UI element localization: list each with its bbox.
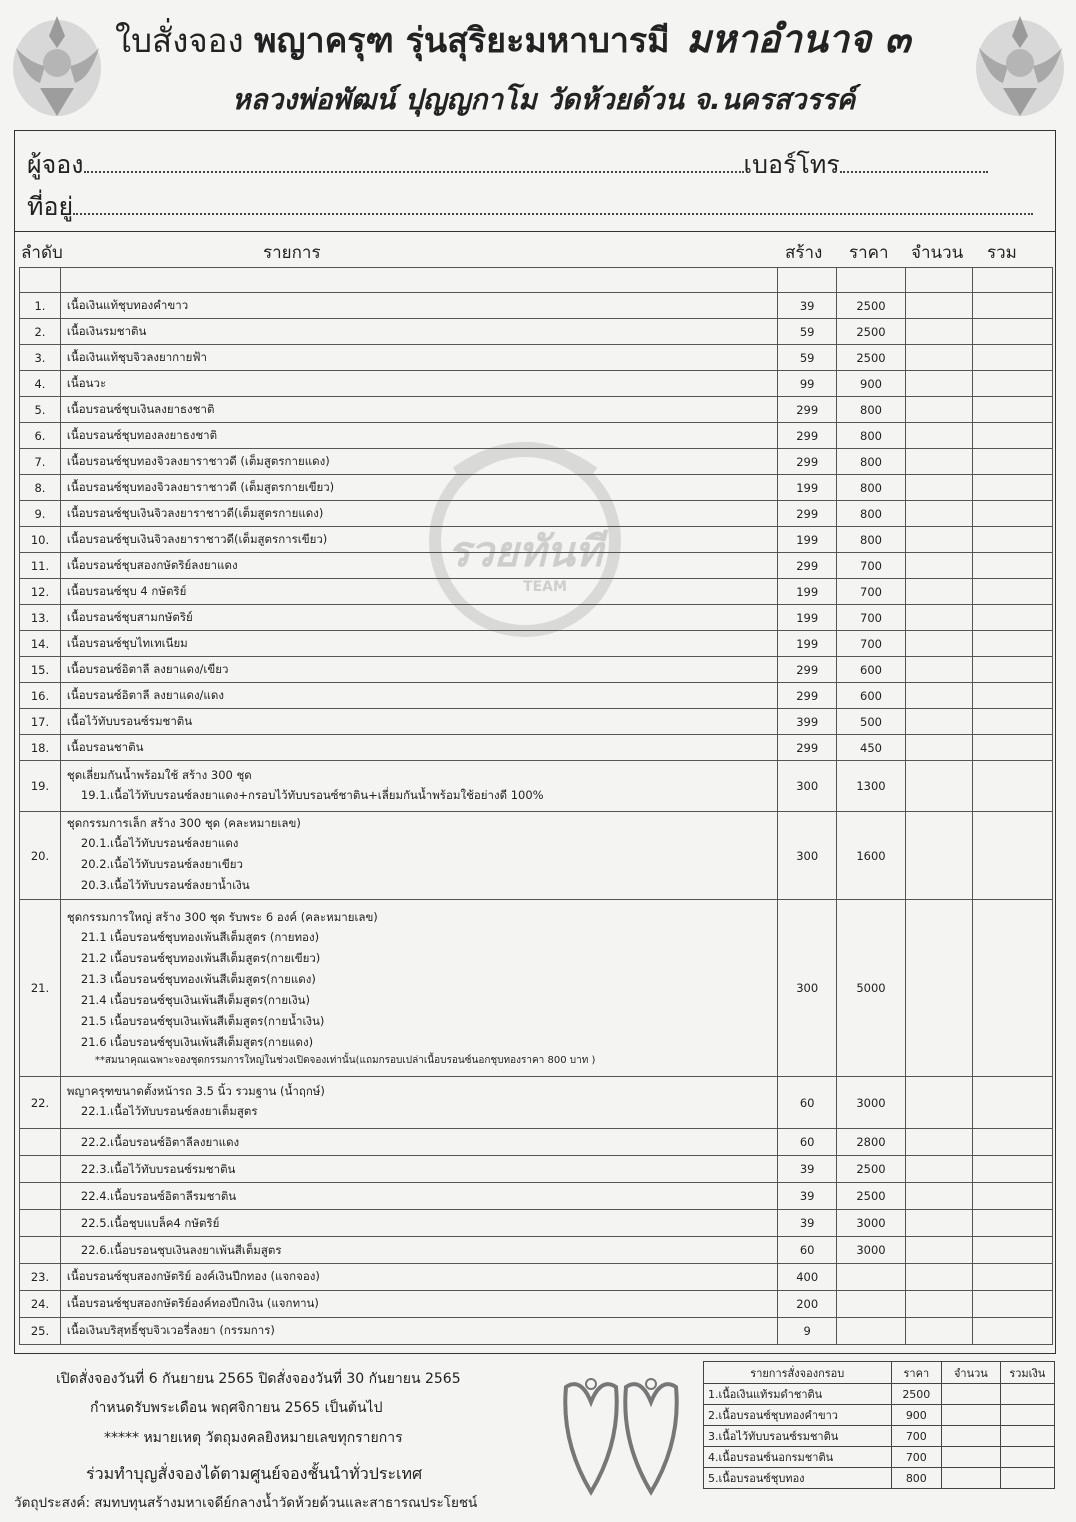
row-description: เนื้อไว้ทับบรอนซ์รมชาติน xyxy=(60,709,777,735)
qty-cell[interactable] xyxy=(905,709,973,735)
row-price xyxy=(837,1291,906,1318)
qty-cell[interactable] xyxy=(905,1129,973,1156)
qty-cell[interactable] xyxy=(905,397,973,423)
total-cell[interactable] xyxy=(973,1318,1053,1345)
sub-item: 21.1 เนื้อบรอนซ์ชุบทองเพ้นสีเต็มสูตร (กายทอง) xyxy=(80,929,320,944)
row-number: 25. xyxy=(20,1318,61,1345)
row-price: 600 xyxy=(837,683,906,709)
qty-cell[interactable] xyxy=(905,1237,973,1264)
row-number: 12. xyxy=(20,579,61,605)
row-number xyxy=(20,1183,61,1210)
row-build-count: 60 xyxy=(778,1129,837,1156)
row-build-count: 39 xyxy=(778,1156,837,1183)
qty-cell[interactable] xyxy=(905,1156,973,1183)
table-row xyxy=(20,449,1053,475)
row-description: เนื้อเงินรมชาติน xyxy=(60,319,777,345)
row-price: 3000 xyxy=(837,1077,906,1129)
frames-price: 2500 xyxy=(891,1384,942,1405)
row-price: 1300 xyxy=(837,761,906,812)
row-price: 600 xyxy=(837,657,906,683)
table-row xyxy=(20,501,1053,527)
row-description xyxy=(60,812,777,900)
total-cell[interactable] xyxy=(973,812,1053,900)
qty-cell[interactable] xyxy=(905,1183,973,1210)
title-main: พญาครุฑ รุ่นสุริยะมหาบารมี xyxy=(254,21,670,61)
total-cell[interactable] xyxy=(973,319,1053,345)
row-price: 2500 xyxy=(837,345,906,371)
total-cell[interactable] xyxy=(973,683,1053,709)
table-row xyxy=(20,631,1053,657)
booker-row xyxy=(27,145,988,185)
sub-item: 22.4.เนื้อบรอนซ์อิตาลีรมชาติน xyxy=(80,1188,237,1203)
row-build-count: 300 xyxy=(778,761,837,812)
row-number: 11. xyxy=(20,553,61,579)
frames-price: 700 xyxy=(891,1426,942,1447)
total-cell[interactable] xyxy=(973,657,1053,683)
row-description: เนื้อบรอนซ์ชุบสองกษัตริย์องค์ทองปีกเงิน (แจกทาน) xyxy=(60,1291,777,1318)
table-row xyxy=(20,1077,1053,1129)
row-price: 700 xyxy=(837,605,906,631)
frames-qty-cell[interactable] xyxy=(942,1384,1001,1405)
order-form xyxy=(14,130,1056,1354)
group-title: ชุดกรรมการเล็ก สร้าง 300 ชุด (คละหมายเลข) xyxy=(66,816,301,830)
row-price: 800 xyxy=(837,501,906,527)
frames-price: 700 xyxy=(891,1447,942,1468)
frames-row xyxy=(704,1426,1055,1447)
frames-total-cell[interactable] xyxy=(1000,1468,1054,1489)
sub-item: 22.2.เนื้อบรอนซ์อิตาลีลงยาแดง xyxy=(80,1134,240,1149)
page-subtitle: หลวงพ่อพัฒน์ ปุญญกาโม วัดห้วยด้วน จ.นครสวรรค์ xyxy=(232,83,856,116)
total-cell[interactable] xyxy=(973,735,1053,761)
row-description: เนื้อบรอนซ์ชุบสามกษัตริย์ xyxy=(60,605,777,631)
row-number: 18. xyxy=(20,735,61,761)
frames-item: 3.เนื้อไว้ทับบรอนซ์รมชาติน xyxy=(704,1426,892,1447)
row-build-count: 299 xyxy=(778,449,837,475)
row-number: 15. xyxy=(20,657,61,683)
qty-cell[interactable] xyxy=(905,812,973,900)
table-row xyxy=(20,1264,1053,1291)
row-number xyxy=(20,1156,61,1183)
total-cell[interactable] xyxy=(973,1156,1053,1183)
frames-row xyxy=(704,1405,1055,1426)
row-number: 23. xyxy=(20,1264,61,1291)
row-build-count: 300 xyxy=(778,900,837,1077)
phone-label: เบอร์โทร xyxy=(743,150,840,179)
row-description xyxy=(60,900,777,1077)
row-price: 800 xyxy=(837,527,906,553)
address-field[interactable] xyxy=(73,193,1033,215)
qty-cell[interactable] xyxy=(905,900,973,1077)
row-build-count: 400 xyxy=(778,1264,837,1291)
frames-qty-cell[interactable] xyxy=(942,1447,1001,1468)
table-row xyxy=(20,579,1053,605)
frames-item: 5.เนื้อบรอนซ์ชุบทอง xyxy=(704,1468,892,1489)
frames-row xyxy=(704,1384,1055,1405)
row-description: เนื้อบรอนซ์อิตาลี ลงยาแดง/แดง xyxy=(60,683,777,709)
row-description: เนื้อเงินแท้ชุบทองคำขาว xyxy=(60,293,777,319)
qty-cell[interactable] xyxy=(905,449,973,475)
row-price: 700 xyxy=(837,579,906,605)
page-title xyxy=(115,8,911,69)
total-cell[interactable] xyxy=(973,1183,1053,1210)
table-row xyxy=(20,293,1053,319)
row-number: 4. xyxy=(20,371,61,397)
row-number: 21. xyxy=(20,900,61,1077)
row-build-count: 39 xyxy=(778,1183,837,1210)
row-description xyxy=(60,761,777,812)
row-description xyxy=(60,1183,777,1210)
total-cell[interactable] xyxy=(973,475,1053,501)
sub-item: 20.2.เนื้อไว้ทับบรอนซ์ลงยาเขียว xyxy=(80,857,243,871)
row-build-count: 60 xyxy=(778,1237,837,1264)
row-build-count: 299 xyxy=(778,397,837,423)
total-cell[interactable] xyxy=(973,423,1053,449)
total-cell[interactable] xyxy=(973,345,1053,371)
row-description: เนื้อเงินแท้ชุบจิวลงยากายฟ้า xyxy=(60,345,777,371)
frames-total-cell[interactable] xyxy=(1000,1384,1054,1405)
row-description: เนื้อบรอนซ์ชุบสองกษัตริย์ องค์เงินปีกทอง (แจกจอง) xyxy=(60,1264,777,1291)
row-build-count: 199 xyxy=(778,527,837,553)
row-build-count: 39 xyxy=(778,1210,837,1237)
invite: ร่วมทำบุญสั่งจองได้ตามศูนย์จองชั้นนำทั่วประเทศ xyxy=(86,1464,423,1483)
watermark-text: รวยทันที xyxy=(447,527,603,576)
row-build-count: 9 xyxy=(778,1318,837,1345)
row-build-count: 299 xyxy=(778,735,837,761)
qty-cell[interactable] xyxy=(905,293,973,319)
row-number: 22. xyxy=(20,1077,61,1129)
row-build-count: 59 xyxy=(778,319,837,345)
frames-total-cell[interactable] xyxy=(1000,1405,1054,1426)
address-label: ที่อยู่ xyxy=(27,192,74,221)
row-build-count: 99 xyxy=(778,371,837,397)
row-number: 3. xyxy=(20,345,61,371)
row-price xyxy=(837,1264,906,1291)
open-close-dates: เปิดสั่งจองวันที่ 6 กันยายน 2565 ปิดสั่งจองวันที่ 30 กันยายน 2565 xyxy=(56,1371,461,1387)
qty-cell[interactable] xyxy=(905,1291,973,1318)
sub-item: 21.4 เนื้อบรอนซ์ชุบเงินเพ้นสีเต็มสูตร(กายเงิน) xyxy=(80,992,311,1007)
total-cell[interactable] xyxy=(973,1291,1053,1318)
col-header-qty: จำนวน xyxy=(911,243,964,263)
row-build-count: 299 xyxy=(778,501,837,527)
row-description: เนื้อบรอนซ์ชุบเงินจิวลงยาราชาวดี(เต็มสูตรการเขียว) xyxy=(60,527,777,553)
qty-cell[interactable] xyxy=(905,735,973,761)
row-description: เนื้อบรอนซ์ชุบเงินลงยาธงชาติ xyxy=(60,397,777,423)
table-row xyxy=(20,475,1053,501)
frames-col-total: รวมเงิน xyxy=(1000,1362,1054,1384)
qty-cell[interactable] xyxy=(905,345,973,371)
row-number: 2. xyxy=(20,319,61,345)
sub-item: 19.1.เนื้อไว้ทับบรอนซ์ลงยาแดง+กรอบไว้ทับบรอนซ์ชาติน+เลี่ยมกันน้ำพร้อมใช้อย่างดี 100% xyxy=(80,787,544,802)
row-price: 2500 xyxy=(837,1183,906,1210)
total-cell[interactable] xyxy=(973,1077,1053,1129)
booker-label: ผู้จอง xyxy=(27,150,84,179)
row-description: เนื้อบรอนซ์ชุบทองจิวลงยาราชาวดี (เต็มสูตรกายแดง) xyxy=(60,449,777,475)
frames-header-row xyxy=(704,1362,1055,1384)
frames-total-cell[interactable] xyxy=(1000,1426,1054,1447)
frames-col-item: รายการสั่งจองกรอบ xyxy=(704,1362,892,1384)
row-price: 500 xyxy=(837,709,906,735)
row-build-count: 299 xyxy=(778,553,837,579)
sub-item: 21.6 เนื้อบรอนซ์ชุบเงินเพ้นสีเต็มสูตร(กายแดง) xyxy=(80,1034,314,1049)
total-cell[interactable] xyxy=(973,631,1053,657)
sub-item: 22.5.เนื้อชุบแบล็ค4 กษัตริย์ xyxy=(80,1215,220,1230)
row-description: เนื้อนวะ xyxy=(60,371,777,397)
qty-cell[interactable] xyxy=(905,631,973,657)
total-cell[interactable] xyxy=(973,449,1053,475)
items-table xyxy=(19,267,1053,1345)
row-price: 800 xyxy=(837,423,906,449)
row-price: 800 xyxy=(837,397,906,423)
frames-col-price: ราคา xyxy=(891,1362,942,1384)
table-row xyxy=(20,527,1053,553)
row-description: เนื้อเงินบริสุทธิ์ชุบจิวเวอรี่ลงยา (กรรมการ) xyxy=(60,1318,777,1345)
row-number: 24. xyxy=(20,1291,61,1318)
sub-item: 21.2 เนื้อบรอนซ์ชุบทองเพ้นสีเต็มสูตร(กายเขียว) xyxy=(80,950,321,965)
table-row xyxy=(20,761,1053,812)
row-price: 700 xyxy=(837,631,906,657)
title-script: มหาอำนาจ ๓ xyxy=(686,16,911,61)
col-header-price: ราคา xyxy=(849,243,889,263)
watermark-sub: TEAM xyxy=(523,579,567,595)
sub-item: 21.3 เนื้อบรอนซ์ชุบทองเพ้นสีเต็มสูตร(กายแดง) xyxy=(80,971,316,986)
total-cell[interactable] xyxy=(973,900,1053,1077)
qty-cell[interactable] xyxy=(905,501,973,527)
row-price: 2800 xyxy=(837,1129,906,1156)
phone-field[interactable] xyxy=(840,151,988,173)
row-description: เนื้อบรอนซ์ชุบสองกษัตริย์ลงยาแดง xyxy=(60,553,777,579)
frames-qty-cell[interactable] xyxy=(942,1405,1001,1426)
frames-total-cell[interactable] xyxy=(1000,1447,1054,1468)
row-price: 800 xyxy=(837,449,906,475)
frames-item: 2.เนื้อบรอนซ์ชุบทองคำขาว xyxy=(704,1405,892,1426)
row-number: 9. xyxy=(20,501,61,527)
qty-cell[interactable] xyxy=(905,1264,973,1291)
frames-price: 900 xyxy=(891,1405,942,1426)
row-price: 2500 xyxy=(837,293,906,319)
table-row xyxy=(20,1291,1053,1318)
table-row xyxy=(20,345,1053,371)
purpose: วัตถุประสงค์: สมทบทุนสร้างมหาเจดีย์กลางน้ำวัดห้วยด้วนและสาธารณประโยชน์ xyxy=(14,1495,478,1511)
row-build-count: 300 xyxy=(778,812,837,900)
sub-item: 20.3.เนื้อไว้ทับบรอนซ์ลงยาน้ำเงิน xyxy=(80,878,250,892)
row-number: 10. xyxy=(20,527,61,553)
qty-cell[interactable] xyxy=(905,553,973,579)
row-number: 6. xyxy=(20,423,61,449)
table-row xyxy=(20,1210,1053,1237)
row-number xyxy=(20,1237,61,1264)
row-description: เนื้อบรอนซ์ชุบทองจิวลงยาราชาวดี (เต็มสูตรกายเขียว) xyxy=(60,475,777,501)
row-number: 19. xyxy=(20,761,61,812)
col-header-total: รวม xyxy=(987,243,1017,263)
table-row xyxy=(20,709,1053,735)
address-row xyxy=(27,187,1033,227)
row-number: 8. xyxy=(20,475,61,501)
sub-item: 21.5 เนื้อบรอนซ์ชุบเงินเพ้นสีเต็มสูตร(กายน้ำเงิน) xyxy=(80,1013,325,1028)
total-cell[interactable] xyxy=(973,553,1053,579)
row-build-count: 199 xyxy=(778,475,837,501)
group-title: ชุดกรรมการใหญ่ สร้าง 300 ชุด รับพระ 6 องค์ (คละหมายเลข) xyxy=(66,909,378,924)
page-header xyxy=(0,0,1076,125)
table-row xyxy=(20,657,1053,683)
total-cell[interactable] xyxy=(973,1210,1053,1237)
row-build-count: 199 xyxy=(778,605,837,631)
table-row xyxy=(20,1237,1053,1264)
row-number: 13. xyxy=(20,605,61,631)
row-price: 700 xyxy=(837,553,906,579)
qty-cell[interactable] xyxy=(905,683,973,709)
row-number: 20. xyxy=(20,812,61,900)
table-row xyxy=(20,397,1053,423)
row-description: เนื้อบรอนซ์ชุบไทเทเนียม xyxy=(60,631,777,657)
row-build-count: 60 xyxy=(778,1077,837,1129)
row-number: 5. xyxy=(20,397,61,423)
table-row xyxy=(20,319,1053,345)
row-number: 7. xyxy=(20,449,61,475)
group-title: พญาครุฑขนาดตั้งหน้ารถ 3.5 นิ้ว รวมฐาน (น้ำฤกษ์) xyxy=(66,1084,325,1098)
total-cell[interactable] xyxy=(973,397,1053,423)
garuda-emblem-left-icon xyxy=(10,8,105,120)
frames-col-qty: จำนวน xyxy=(942,1362,1001,1384)
row-build-count: 200 xyxy=(778,1291,837,1318)
group-title: ชุดเลี่ยมกันน้ำพร้อมใช้ สร้าง 300 ชุด xyxy=(66,767,252,782)
row-build-count: 299 xyxy=(778,657,837,683)
row-price xyxy=(837,1318,906,1345)
remark: ***** หมายเหตุ วัตถุมงคลยิงหมายเลขทุกรายการ xyxy=(104,1430,403,1446)
table-row xyxy=(20,735,1053,761)
row-description: เนื้อบรอนซ์อิตาลี ลงยาแดง/เขียว xyxy=(60,657,777,683)
total-cell[interactable] xyxy=(973,1264,1053,1291)
qty-cell[interactable] xyxy=(905,319,973,345)
table-row xyxy=(20,1156,1053,1183)
row-number: 17. xyxy=(20,709,61,735)
table-row xyxy=(20,683,1053,709)
row-build-count: 399 xyxy=(778,709,837,735)
row-description xyxy=(60,1237,777,1264)
qty-cell[interactable] xyxy=(905,1318,973,1345)
row-build-count: 299 xyxy=(778,423,837,449)
sub-item: 20.1.เนื้อไว้ทับบรอนซ์ลงยาแดง xyxy=(80,836,239,850)
note-text: **สมนาคุณเฉพาะจองชุดกรรมการใหญ่ในช่วงเปิดจองเท่านั้น(แถมกรอบเปล่าเนื้อบรอนซ์นอกชุบทองราคา 800 บาท ) xyxy=(94,1054,596,1066)
table-row xyxy=(20,812,1053,900)
qty-cell[interactable] xyxy=(905,527,973,553)
title-prefix: ใบสั่งจอง xyxy=(115,21,244,60)
frames-item: 4.เนื้อบรอนซ์นอกรมชาติน xyxy=(704,1447,892,1468)
row-price: 2500 xyxy=(837,319,906,345)
qty-cell[interactable] xyxy=(905,423,973,449)
garuda-emblem-right-icon xyxy=(973,8,1068,120)
row-description: เนื้อบรอนซ์ชุบทองลงยาธงชาติ xyxy=(60,423,777,449)
row-build-count: 199 xyxy=(778,579,837,605)
sub-item: 22.1.เนื้อไว้ทับบรอนซ์ลงยาเต็มสูตร xyxy=(80,1104,258,1118)
frame-pendants-icon xyxy=(546,1372,696,1502)
row-description: เนื้อบรอนซ์ชุบเงินจิวลงยาราชาวดี(เต็มสูตรกายแดง) xyxy=(60,501,777,527)
sub-item: 22.3.เนื้อไว้ทับบรอนซ์รมชาติน xyxy=(80,1161,236,1176)
row-number: 16. xyxy=(20,683,61,709)
frames-item: 1.เนื้อเงินแท้รมดำชาติน xyxy=(704,1384,892,1405)
row-build-count: 199 xyxy=(778,631,837,657)
row-description xyxy=(60,1156,777,1183)
row-price: 800 xyxy=(837,475,906,501)
table-row xyxy=(20,1129,1053,1156)
qty-cell[interactable] xyxy=(905,579,973,605)
table-row xyxy=(20,1183,1053,1210)
qty-cell[interactable] xyxy=(905,761,973,812)
qty-cell[interactable] xyxy=(905,1210,973,1237)
total-cell[interactable] xyxy=(973,1237,1053,1264)
row-build-count: 59 xyxy=(778,345,837,371)
table-row xyxy=(20,1318,1053,1345)
frames-row xyxy=(704,1468,1055,1489)
col-header-item: รายการ xyxy=(263,243,321,263)
total-cell[interactable] xyxy=(973,1129,1053,1156)
booker-field[interactable] xyxy=(84,151,744,173)
row-price: 1600 xyxy=(837,812,906,900)
row-description xyxy=(60,1210,777,1237)
qty-cell[interactable] xyxy=(905,475,973,501)
qty-cell[interactable] xyxy=(905,657,973,683)
total-cell[interactable] xyxy=(973,579,1053,605)
total-cell[interactable] xyxy=(973,761,1053,812)
row-price: 5000 xyxy=(837,900,906,1077)
row-number xyxy=(20,1129,61,1156)
row-price: 3000 xyxy=(837,1210,906,1237)
row-number xyxy=(20,1210,61,1237)
divider xyxy=(15,231,1055,232)
total-cell[interactable] xyxy=(973,527,1053,553)
total-cell[interactable] xyxy=(973,293,1053,319)
row-price: 3000 xyxy=(837,1237,906,1264)
table-row xyxy=(20,605,1053,631)
sub-item: 22.6.เนื้อบรอนชุบเงินลงยาเพ้นสีเต็มสูตร xyxy=(80,1242,282,1257)
table-row xyxy=(20,900,1053,1077)
total-cell[interactable] xyxy=(973,709,1053,735)
frames-price: 800 xyxy=(891,1468,942,1489)
row-price: 900 xyxy=(837,371,906,397)
frames-row xyxy=(704,1447,1055,1468)
row-number: 1. xyxy=(20,293,61,319)
row-build-count: 39 xyxy=(778,293,837,319)
row-description xyxy=(60,1129,777,1156)
table-row xyxy=(20,423,1053,449)
qty-cell[interactable] xyxy=(905,1077,973,1129)
col-header-no: ลำดับ xyxy=(21,243,63,263)
row-price: 450 xyxy=(837,735,906,761)
table-row xyxy=(20,553,1053,579)
row-price: 2500 xyxy=(837,1156,906,1183)
frames-qty-cell[interactable] xyxy=(942,1468,1001,1489)
row-description xyxy=(60,1077,777,1129)
row-number: 14. xyxy=(20,631,61,657)
qty-cell[interactable] xyxy=(905,371,973,397)
row-build-count: 299 xyxy=(778,683,837,709)
table-row xyxy=(20,371,1053,397)
total-cell[interactable] xyxy=(973,605,1053,631)
col-header-build: สร้าง xyxy=(785,243,823,263)
frames-qty-cell[interactable] xyxy=(942,1426,1001,1447)
row-description: เนื้อบรอนชาติน xyxy=(60,735,777,761)
table-row-blank xyxy=(20,268,1053,293)
qty-cell[interactable] xyxy=(905,605,973,631)
total-cell[interactable] xyxy=(973,371,1053,397)
frames-table xyxy=(703,1361,1055,1489)
total-cell[interactable] xyxy=(973,501,1053,527)
row-description: เนื้อบรอนซ์ชุบ 4 กษัตริย์ xyxy=(60,579,777,605)
receive-date: กำหนดรับพระเดือน พฤศจิกายน 2565 เป็นต้นไป xyxy=(90,1400,383,1416)
